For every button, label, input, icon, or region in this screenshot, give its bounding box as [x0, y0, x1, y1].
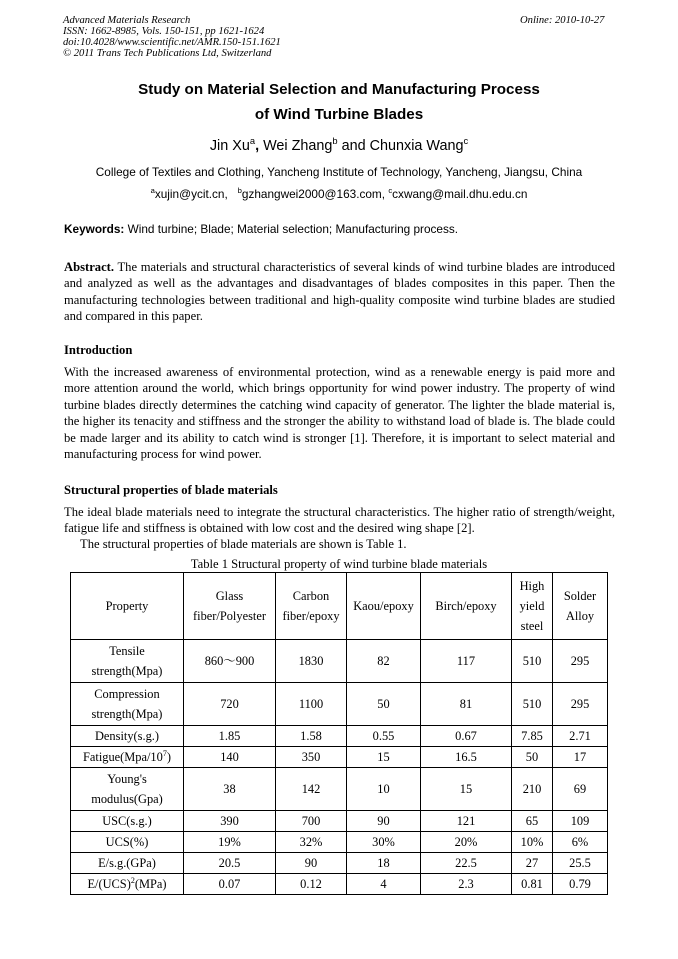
- table-cell: 117: [421, 640, 512, 683]
- row-label: Compression strength(Mpa): [71, 683, 184, 726]
- email-link[interactable]: xujin@ycit.cn,: [154, 187, 228, 201]
- table-cell: 210: [512, 768, 553, 811]
- email-mark: a: [150, 186, 155, 196]
- table-row: [71, 747, 608, 768]
- table-cell: 65: [512, 811, 553, 832]
- table-cell: 0.81: [512, 874, 553, 895]
- introduction-body: With the increased awareness of environmental protection, wind as a renewable energy is paid more and more attention around the world, which brings opportunity for wind power industry. The property of wind turbine blades directly determines the catching wind capacity of generator. The lighter the blade material is, the higher its tenacity and stiffness and the stronger the ability to withstand load of blade is. The blade could be made larger and its ability to catch wind is stronger [1]. Therefore, it is important to select material and manufacturing process for wind power.: [64, 365, 615, 462]
- table-row: [71, 683, 608, 726]
- table-cell: 10%: [512, 832, 553, 853]
- table-row: [71, 853, 608, 874]
- keywords-text: Wind turbine; Blade; Material selection; Manufacturing process.: [124, 222, 459, 236]
- section-heading-introduction: Introduction: [64, 343, 133, 357]
- table-cell: 109: [553, 811, 608, 832]
- table-cell: 1.85: [184, 726, 276, 747]
- table-cell: 2.71: [553, 726, 608, 747]
- column-header: Carbon fiber/epoxy: [276, 573, 347, 640]
- row-label: USC(s.g.): [71, 811, 184, 832]
- row-label: [71, 747, 184, 768]
- journal-name: Advanced Materials Research: [63, 15, 191, 26]
- table-cell: 20.5: [184, 853, 276, 874]
- table-cell: 121: [421, 811, 512, 832]
- row-label: Tensile strength(Mpa): [71, 640, 184, 683]
- table-cell: 510: [512, 683, 553, 726]
- doi-line: doi:10.4028/www.scientific.net/AMR.150-151.1621: [63, 37, 281, 48]
- table-cell: 295: [553, 640, 608, 683]
- copyright-line: © 2011 Trans Tech Publications Ltd, Switzerland: [63, 48, 272, 59]
- author-separator: and: [337, 138, 370, 154]
- table-row: [71, 811, 608, 832]
- table-cell: 720: [184, 683, 276, 726]
- author-affil-mark: c: [463, 136, 469, 147]
- email-mark: b: [237, 186, 242, 196]
- table-header-row: [71, 573, 608, 640]
- column-header: Solder Alloy: [553, 573, 608, 640]
- table-cell: 15: [421, 768, 512, 811]
- email-mark: c: [388, 186, 393, 196]
- row-label-text: ): [166, 750, 171, 764]
- row-label: E/s.g.(GPa): [71, 853, 184, 874]
- table-cell: 390: [184, 811, 276, 832]
- table-cell: 17: [553, 747, 608, 768]
- affiliation: College of Textiles and Clothing, Yancheng Institute of Technology, Yancheng, Jiangsu, China: [95, 165, 583, 179]
- paper-title-line-2: of Wind Turbine Blades: [254, 106, 424, 123]
- row-label-exponent: 7: [162, 748, 167, 758]
- structural-body-2: The structural properties of blade materials are shown is Table 1.: [80, 537, 407, 551]
- table-row: [71, 640, 608, 683]
- table-cell: 140: [184, 747, 276, 768]
- table-cell: 0.79: [553, 874, 608, 895]
- table-cell: 16.5: [421, 747, 512, 768]
- column-header: Birch/epoxy: [421, 573, 512, 640]
- table-cell: 38: [184, 768, 276, 811]
- table-cell: 0.67: [421, 726, 512, 747]
- table-cell: 1100: [276, 683, 347, 726]
- keywords: [64, 222, 615, 236]
- table-cell: 20%: [421, 832, 512, 853]
- table-cell: 18: [347, 853, 421, 874]
- row-label: Density(s.g.): [71, 726, 184, 747]
- table-cell: 19%: [184, 832, 276, 853]
- table-cell: 30%: [347, 832, 421, 853]
- table-cell: 25.5: [553, 853, 608, 874]
- table-row: [71, 726, 608, 747]
- table-row: [71, 768, 608, 811]
- email-link[interactable]: cxwang@mail.dhu.edu.cn: [392, 187, 528, 201]
- table-cell: 32%: [276, 832, 347, 853]
- abstract-text: The materials and structural characteristics of several kinds of wind turbine blades are introduced and analyzed as well as the advantages and disadvantages of blades composites in this paper. Then the manufacturing technologies between traditional and high-quality composite wind turbine blades are studied and compared in this paper.: [64, 260, 615, 324]
- keywords-label: Keywords:: [64, 222, 125, 236]
- row-label-exponent: 2: [130, 875, 135, 885]
- author-name: Jin Xu: [209, 138, 250, 154]
- table-cell: 69: [553, 768, 608, 811]
- table-cell: 0.07: [184, 874, 276, 895]
- author-list: [0, 138, 678, 154]
- column-header: Glass fiber/Polyester: [184, 573, 276, 640]
- table-cell: 700: [276, 811, 347, 832]
- table-cell: 22.5: [421, 853, 512, 874]
- table-cell: 90: [347, 811, 421, 832]
- table-cell: 6%: [553, 832, 608, 853]
- online-date: Online: 2010-10-27: [520, 15, 605, 26]
- paper-title-line-1: Study on Material Selection and Manufacturing Process: [138, 81, 540, 98]
- table-cell: 10: [347, 768, 421, 811]
- row-label-text: Fatigue(Mpa/10: [82, 750, 163, 764]
- table-cell: 4: [347, 874, 421, 895]
- structural-body: The ideal blade materials need to integrate the structural characteristics. The higher ratio of strength/weight, fatigue life and stiffness is obtained with low cost and the desired wing shape [2].: [64, 505, 615, 536]
- table-cell: 2.3: [421, 874, 512, 895]
- row-label-text: (MPa): [134, 877, 167, 891]
- table-cell: 1830: [276, 640, 347, 683]
- column-header: Property: [71, 573, 184, 640]
- row-label: [71, 874, 184, 895]
- table-cell: 1.58: [276, 726, 347, 747]
- row-label: UCS(%): [71, 832, 184, 853]
- properties-table: [70, 572, 608, 895]
- table-cell: 0.55: [347, 726, 421, 747]
- table-cell: 350: [276, 747, 347, 768]
- author-name: Chunxia Wang: [369, 138, 464, 154]
- table-cell: 510: [512, 640, 553, 683]
- author-affil-mark: b: [332, 136, 338, 147]
- table-cell: 7.85: [512, 726, 553, 747]
- author-affil-mark: a: [249, 136, 256, 147]
- table-caption: Table 1 Structural property of wind turbine blade materials: [190, 557, 488, 571]
- table-cell: 81: [421, 683, 512, 726]
- table-cell: 0.12: [276, 874, 347, 895]
- table-cell: 15: [347, 747, 421, 768]
- issn-line: ISSN: 1662-8985, Vols. 150-151, pp 1621-1624: [63, 26, 265, 37]
- journal-header: [63, 15, 281, 59]
- column-header: High yield steel: [512, 573, 553, 640]
- email-list: [0, 187, 678, 201]
- row-label: Young's modulus(Gpa): [71, 768, 184, 811]
- table-cell: 860～900: [184, 640, 276, 683]
- abstract-label: Abstract.: [64, 260, 115, 274]
- author-separator: ,: [255, 138, 264, 154]
- table-row: [71, 874, 608, 895]
- table-cell: 142: [276, 768, 347, 811]
- author-name: Wei Zhang: [263, 138, 333, 154]
- row-label-text: E/(UCS): [87, 877, 131, 891]
- table-row: [71, 832, 608, 853]
- email-link[interactable]: gzhangwei2000@163.com,: [241, 187, 386, 201]
- table-cell: 295: [553, 683, 608, 726]
- table-cell: 50: [347, 683, 421, 726]
- table-cell: 27: [512, 853, 553, 874]
- table-cell: 82: [347, 640, 421, 683]
- column-header: Kaou/epoxy: [347, 573, 421, 640]
- table-cell: 50: [512, 747, 553, 768]
- section-heading-structural: Structural properties of blade materials: [64, 483, 278, 497]
- table-cell: 90: [276, 853, 347, 874]
- abstract: [64, 259, 615, 325]
